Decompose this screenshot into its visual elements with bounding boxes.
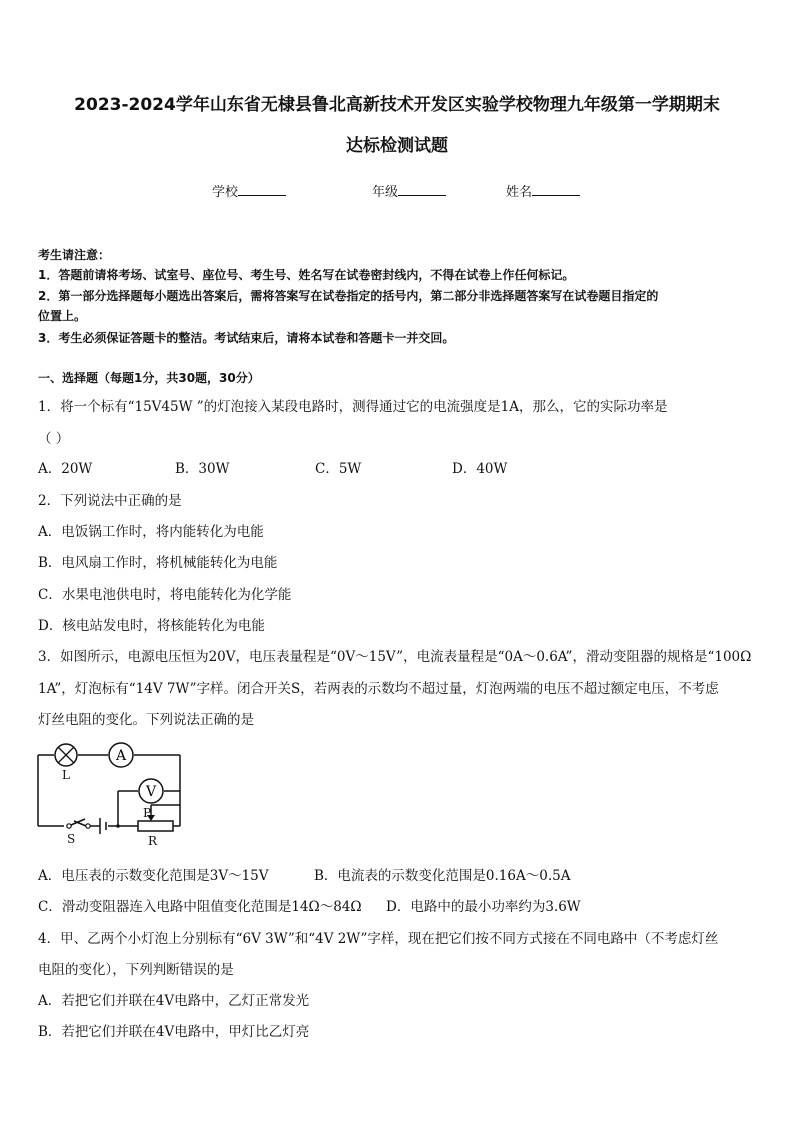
q4-option-a: A．若把它们并联在4V电路中，乙灯正常发光 [38,993,310,1009]
q3-stem-line3: 灯丝电阻的变化。下列说法正确的是 [38,712,254,728]
slider-label: P [143,806,152,820]
q3-option-c: C．滑动变阻器连入电路中阻值变化范围是14Ω～84Ω [38,899,362,915]
school-blank [238,183,286,196]
junction-dot [116,824,120,828]
exam-title-line2: 达标检测试题 [346,136,448,156]
circuit-diagram [30,735,200,847]
q1-option-a: A．20W [38,461,93,477]
switch-label: S [67,832,76,846]
q3-stem-line2: 1A”，灯泡标有“14V 7W”字样。闭合开关S，若两表的示数均不超过量，灯泡两端的电压不超过额定电压，不考虑 [38,681,719,697]
exam-title-line1: 2023-2024学年山东省无棣县鲁北高新技术开发区实验学校物理九年级第一学期期末 [74,95,720,115]
section-heading: 一、选择题（每题1分，共30题，30分） [38,371,260,385]
notice-item-3: 3．考生必须保证答题卡的整洁。考试结束后，请将本试卷和答题卡一并交回。 [38,331,455,345]
name-label: 姓名 [506,185,533,200]
lamp-symbol [55,744,77,766]
ammeter-label: A [115,748,127,764]
voltmeter-label: V [145,784,157,800]
notice-heading: 考生请注意： [38,248,111,262]
q2-option-a: A．电饭锅工作时，将内能转化为电能 [38,524,264,540]
grade-field [372,181,446,200]
q3-option-b: B．电流表的示数变化范围是0.16A～0.5A [314,868,571,884]
rheostat-symbol [138,821,173,831]
school-label: 学校 [212,185,239,200]
q2-option-b: B．电风扇工作时，将机械能转化为电能 [38,555,278,571]
school-field [212,181,286,200]
q1-option-c: C．5W [315,461,362,477]
q2-stem: 2．下列说法中正确的是 [38,493,182,509]
q2-option-d: D．核电站发电时，将核能转化为电能 [38,618,265,634]
lamp-label: L [62,768,70,782]
switch-contact-right [86,824,90,828]
q4-stem-line1: 4．甲、乙两个小灯泡上分别标有“6V 3W”和“4V 2W”字样，现在把它们按不同方式接在不同电路中（不考虑灯丝 [38,931,719,947]
q3-option-d: D．电路中的最小功率约为3.6W [386,899,581,915]
notice-item-1: 1．答题前请将考场、试室号、座位号、考生号、姓名写在试卷密封线内，不得在试卷上作任何标记。 [38,268,575,282]
q1-option-b: B．30W [175,461,230,477]
name-field [506,181,580,200]
name-blank [532,183,580,196]
q3-option-a: A．电压表的示数变化范围是3V～15V [38,868,269,884]
resistor-label: R [148,834,158,847]
q4-option-b: B．若把它们并联在4V电路中，甲灯比乙灯亮 [38,1024,310,1040]
voltmeter-symbol [139,779,163,803]
grade-label: 年级 [372,185,399,200]
q1-option-d: D．40W [452,461,508,477]
grade-blank [398,183,446,196]
notice-item-2: 2．第一部分选择题每小题选出答案后，需将答案写在试卷指定的括号内，第二部分非选择题答案写在试卷题目指定的 [38,289,659,303]
notice-item-2-cont: 位置上。 [38,309,87,323]
q1-bracket: （ ） [38,431,70,447]
q4-stem-line2: 电阻的变化），下列判断错误的是 [38,962,234,978]
switch-contact-left [67,824,71,828]
q2-option-c: C．水果电池供电时，将电能转化为化学能 [38,587,292,603]
ammeter-symbol [109,743,133,767]
q1-stem: 1．将一个标有“15V45W ”的灯泡接入某段电路时，测得通过它的电流强度是1A，那么，它的实际功率是 [38,399,668,415]
q3-stem-line1: 3．如图所示，电源电压恒为20V，电压表量程是“0V～15V”，电流表量程是“0A～0.6A”，滑动变阻器的规格是“100Ω [38,649,752,665]
